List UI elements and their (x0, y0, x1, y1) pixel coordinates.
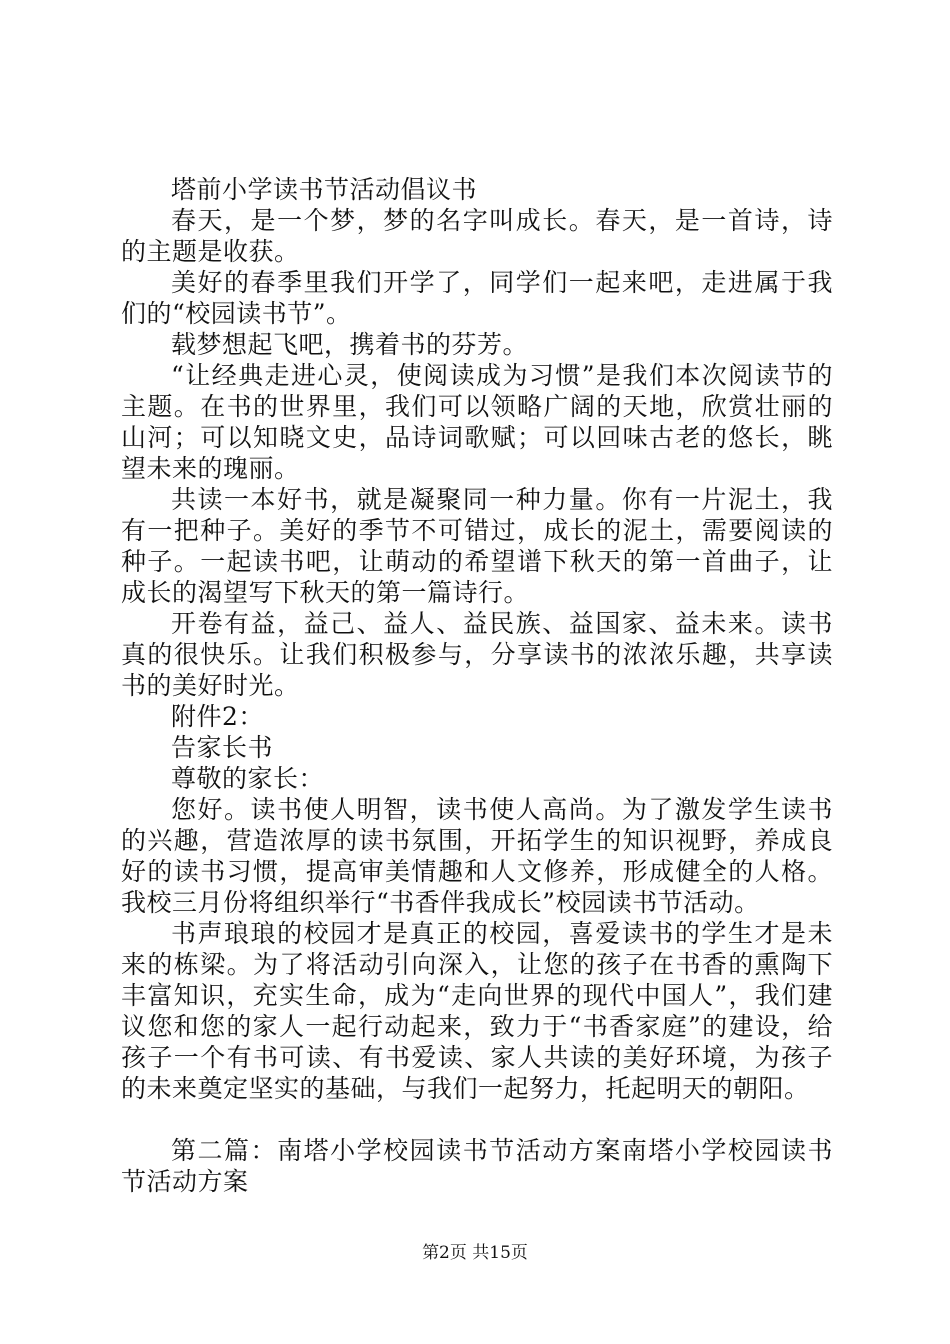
paragraph-shared-reading: 共读一本好书，就是凝聚同一种力量。你有一片泥土，我有一把种子。美好的季节不可错过，成长的泥土，需要阅读的种子。一起读书吧，让萌动的希望谱下秋天的第一首曲子，让成长的渴望写下秋天的第一篇诗行。 (121, 485, 833, 607)
paragraph-theme: “让经典走进心灵，使阅读成为习惯”是我们本次阅读节的主题。在书的世界里，我们可以领略广阔的天地，欣赏壮丽的山河；可以知晓文史，品诗词歌赋；可以回味古老的悠长，眺望未来的瑰丽。 (121, 361, 833, 483)
salutation: 尊敬的家长： (171, 764, 325, 793)
paragraph-campus: 书声琅琅的校园才是真正的校园，喜爱读书的学生才是未来的栋梁。为了将活动引向深入，让您的孩子在书香的熏陶下丰富知识，充实生命，成为“走向世界的现代中国人”，我们建议您和您的家人一起行动起来，致力于“书香家庭”的建设，给孩子一个有书可读、有书爱读、家人共读的美好环境，为孩子的未来奠定坚实的基础，与我们一起努力，托起明天的朝阳。 (121, 919, 833, 1103)
page-number-footer: 第2页 共15页 (422, 1243, 528, 1263)
paragraph-greeting: 您好。读书使人明智，读书使人高尚。为了激发学生读书的兴趣，营造浓厚的读书氛围，开拓学生的知识视野，养成良好的读书习惯，提高审美情趣和人文修养，形成健全的人格。我校三月份将组织举行“书香伴我成长”校园读书节活动。 (121, 795, 833, 917)
paragraph-spring: 春天，是一个梦，梦的名字叫成长。春天，是一首诗，诗的主题是收获。 (121, 206, 833, 266)
paragraph-school-start: 美好的春季里我们开学了，同学们一起来吧，走进属于我们的“校园读书节”。 (121, 268, 833, 328)
heading-proposal-title: 塔前小学读书节活动倡议书 (171, 175, 478, 204)
document-body (121, 174, 833, 1197)
heading-second-part: 第二篇：南塔小学校园读书节活动方案南塔小学校园读书节活动方案 (121, 1136, 833, 1196)
heading-parent-letter: 告家长书 (171, 733, 274, 762)
attachment-label: 附件2： (171, 702, 264, 731)
paragraph-benefits: 开卷有益，益己、益人、益民族、益国家、益未来。读书真的很快乐。让我们积极参与，分享读书的浓浓乐趣，共享读书的美好时光。 (121, 609, 833, 700)
paragraph-dream: 载梦想起飞吧，携着书的芬芳。 (171, 330, 529, 359)
